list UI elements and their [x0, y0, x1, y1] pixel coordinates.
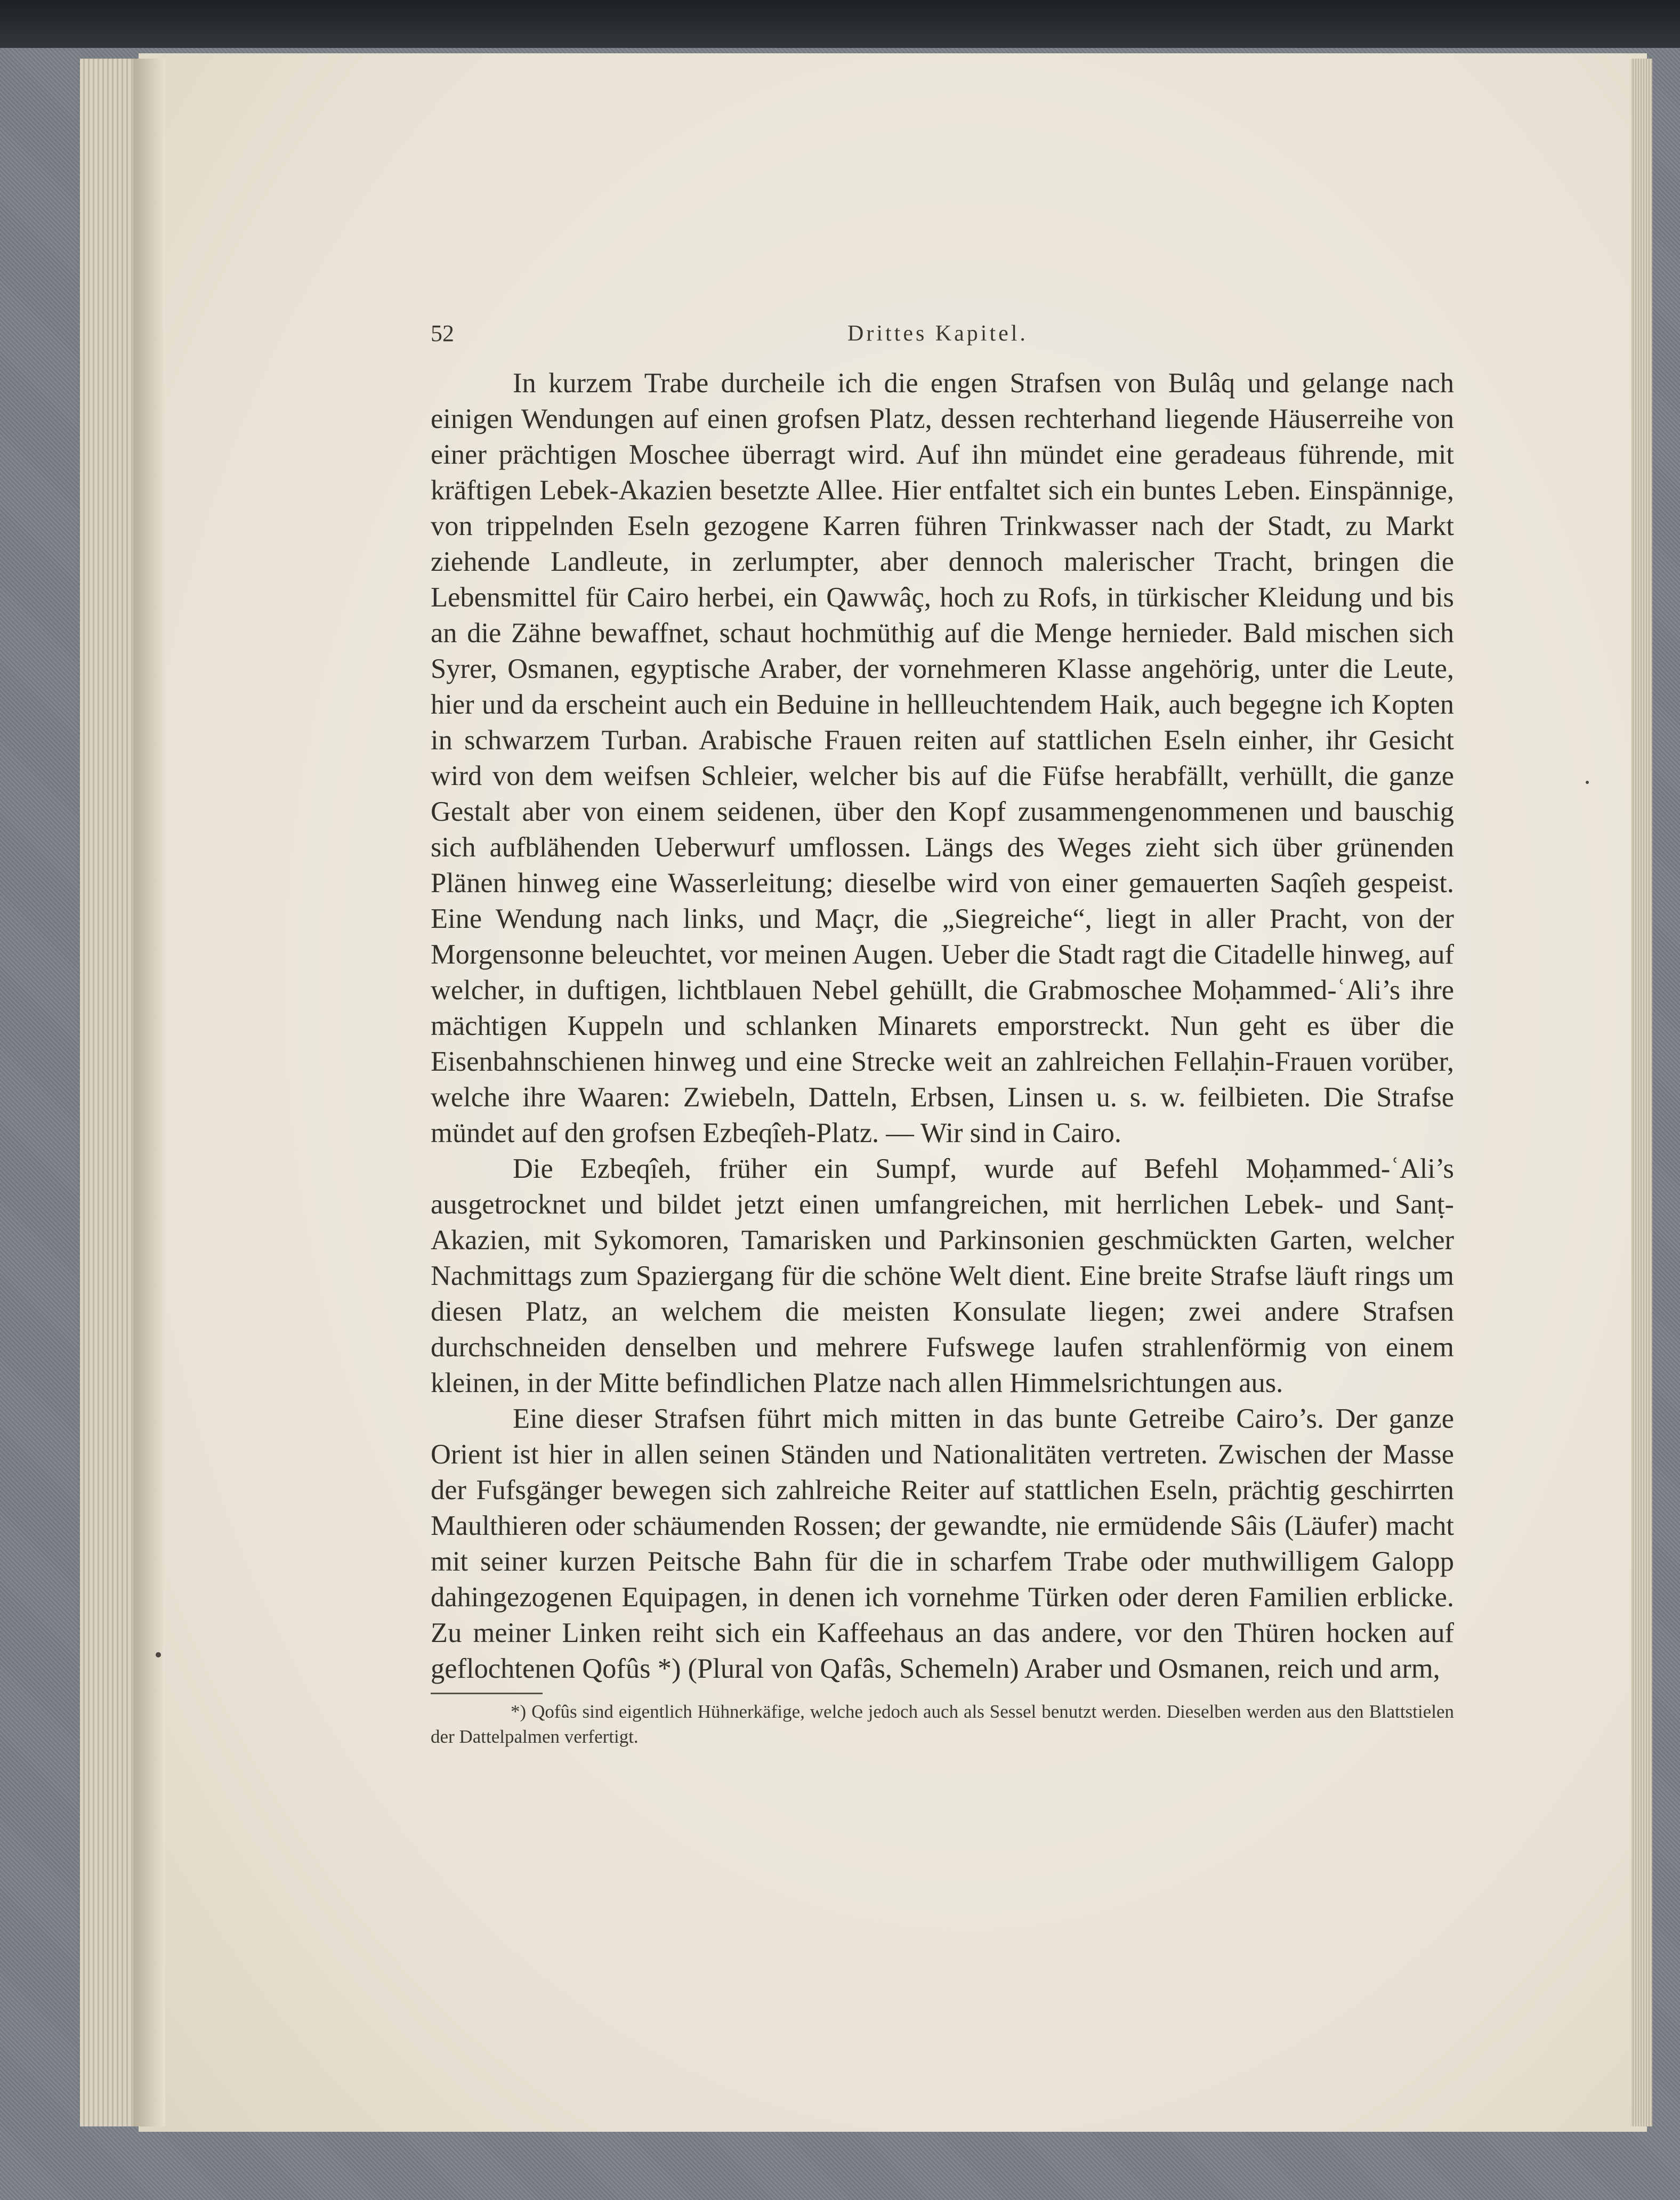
paper-speck [156, 1652, 161, 1657]
left-page-stack [80, 59, 139, 2126]
paragraph-3: Eine dieser Strafsen führt mich mitten in das bunte Getreibe Cairo’s. Der ganze Orient ist hier in allen seinen Ständen und Nationalitäten vertreten. Zwischen der Masse der Fufsgänger bewegen sich zahlreiche Reiter auf stattlichen Eseln, prächtig geschirrten Maulthieren oder schäumenden Rossen; der gewandte, nie ermüdende Sâis (Läufer) macht mit seiner kurzen Peitsche Bahn für die in scharfem Trabe oder muthwilligem Galopp dahingezogenen Equipagen, in denen ich vornehme Türken oder deren Familien erblicke. Zu meiner Linken reiht sich ein Kaffeehaus an das andere, vor den Thüren hocken auf geflochtenen Qofûs *) (Plural von Qafâs, Schemeln) Araber und Osmanen, reich und arm, [431, 1403, 1454, 1684]
paper-speck [1586, 781, 1589, 784]
chapter-title: Drittes Kapitel. [847, 321, 1028, 346]
paragraph-1: In kurzem Trabe durcheile ich die engen Strafsen von Bulâq und gelange nach einigen Wendungen auf einen grofsen Platz, dessen rechterhand liegende Häuserreihe von einer prächtigen Moschee überragt wird. Auf ihn mündet eine geradeaus führende, mit kräftigen Lebek-Akazien besetzte Allee. Hier entfaltet sich ein buntes Leben. Einspännige, von trippelnden Eseln gezogene Karren führen Trinkwasser nach der Stadt, zu Markt ziehende Landleute, in zerlumpter, aber dennoch malerischer Tracht, bringen die Lebensmittel für Cairo herbei, ein Qawwâç, hoch zu Rofs, in türkischer Kleidung und bis an die Zähne bewaffnet, schaut hochmüthig auf die Menge hernieder. Bald mischen sich Syrer, Osmanen, egyptische Araber, der vornehmeren Klasse angehörig, unter die Leute, hier und da erscheint auch ein Beduine in hellleuchtendem Haik, auch begegne ich Kopten in schwarzem Turban. Arabische Frauen reiten auf stattlichen Eseln einher, ihr Gesicht wird von dem weifsen Schleier, welcher bis auf die Füfse herabfällt, verhüllt, die ganze Gestalt aber von einem seidenen, über den Kopf zusammengenommenen und bauschig sich aufblähenden Ueberwurf umflossen. Längs des Weges zieht sich über grünenden Plänen hinweg eine Wasserleitung; dieselbe wird von einer gemauerten Saqîeh gespeist. Eine Wendung nach links, und Maçr, die „Siegreiche“, liegt in aller Pracht, von der Morgensonne beleuchtet, vor meinen Augen. Ueber die Stadt ragt die Citadelle hinweg, auf welcher, in duftigen, lichtblauen Nebel gehüllt, die Grabmoschee Moḥammed-ʿAli’s ihre mächtigen Kuppeln und schlanken Minarets emporstreckt. Nun geht es über die Eisenbahnschienen hinweg und eine Strecke weit an zahlreichen Fellaḥin-Frauen vorüber, welche ihre Waaren: Zwiebeln, Datteln, Erbsen, Linsen u. s. w. feilbieten. Die Strafse mündet auf den grofsen Ezbeqîeh-Platz. — Wir sind in Cairo. [431, 368, 1454, 1148]
page-number: 52 [431, 320, 454, 346]
footnote: *) Qofûs sind eigentlich Hühnerkäfige, welche jedoch auch als Sessel benutzt werden. Dieselben werden aus den Blattstielen der Dattelpalmen verfertigt. [431, 1701, 1454, 1747]
cover-top-edge [0, 0, 1680, 48]
body-text [431, 366, 1454, 1687]
page-gutter [133, 59, 165, 2126]
running-head [0, 318, 1680, 350]
fore-edge [1631, 59, 1652, 2126]
paragraph-2: Die Ezbeqîeh, früher ein Sumpf, wurde auf Befehl Moḥammed-ʿAli’s ausgetrocknet und bildet jetzt einen umfangreichen, mit herrlichen Lebek- und Sanṭ-Akazien, mit Sykomoren, Tamarisken und Parkinsonien geschmückten Garten, welcher Nachmittags zum Spaziergang für die schöne Welt dient. Eine breite Strafse läuft rings um diesen Platz, an welchem die meisten Konsulate liegen; zwei andere Strafsen durchschneiden denselben und mehrere Fufswege laufen strahlenförmig von einem kleinen, in der Mitte befindlichen Platze nach allen Himmelsrichtungen aus. [431, 1153, 1454, 1398]
footnote-rule [431, 1693, 543, 1694]
